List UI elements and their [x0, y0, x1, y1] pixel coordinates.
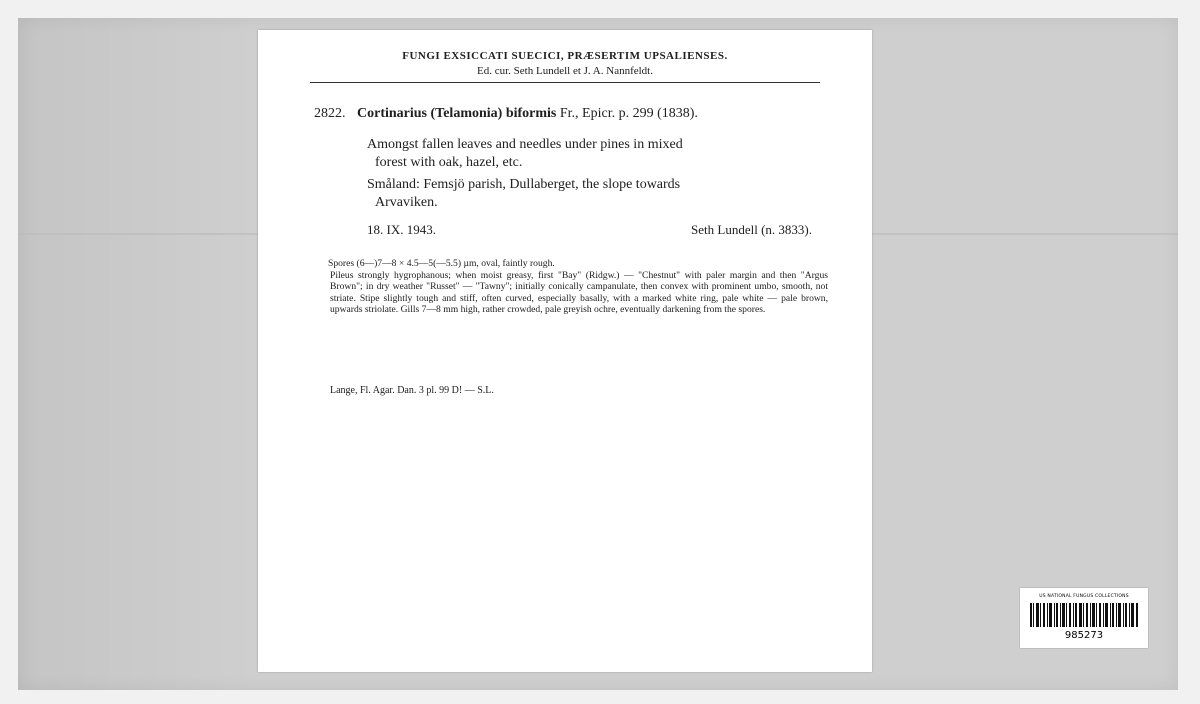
- header-rule: [310, 82, 820, 83]
- taxon-name: Cortinarius (Telamonia) biformis: [357, 106, 557, 121]
- series-title: FUNGI EXSICCATI SUECICI, PRÆSERTIM UPSALIENSES.: [402, 50, 728, 62]
- collector-info: Seth Lundell (n. 3833).: [691, 222, 812, 237]
- barcode-label: [1020, 588, 1148, 648]
- barcode-number: 985273: [1064, 630, 1104, 641]
- barcode-institution: US NATIONAL FUNGUS COLLECTIONS: [1039, 594, 1129, 599]
- locality-text: [367, 176, 827, 212]
- description-notes: [328, 258, 828, 316]
- habitat-line-1: Amongst fallen leaves and needles under pines in mixed: [367, 137, 683, 152]
- editors-line: Ed. cur. Seth Lundell et J. A. Nannfeldt.: [477, 65, 653, 77]
- exsiccata-number: 2822.: [314, 106, 346, 121]
- spore-note: Spores (6—)7—8 × 4.5—5(—5.5) µm, oval, faintly rough.: [328, 258, 555, 269]
- collection-date: 18. IX. 1943.: [367, 222, 436, 237]
- locality-line-2: Arvaviken.: [375, 195, 438, 210]
- taxon-authority: Fr., Epicr. p. 299 (1838).: [559, 106, 698, 121]
- literature-reference: Lange, Fl. Agar. Dan. 3 pl. 99 D! — S.L.: [330, 385, 494, 396]
- locality-line-1: Småland: Femsjö parish, Dullaberget, the slope towards: [367, 177, 681, 192]
- habitat-text: [367, 136, 827, 172]
- habitat-line-2: forest with oak, hazel, etc.: [375, 155, 523, 170]
- folder-shade: [18, 18, 258, 690]
- species-entry: [314, 106, 698, 122]
- pileus-note: Pileus strongly hygrophanous; when moist greasy, first "Bay" (Ridgw.) — "Chestnut" with paler margin and then "Argus Brown"; in dry weather "Russet" — "Tawny"; initially conically campanulate, then convex with prominent umbo, smooth, not striate. Stipe slightly tough and stiff, often curved, especially basally, with a marked white ring, pale white — pale brown, upwards striolate. Gills 7—8 mm high, rather crowded, pale greyish ochre, eventually darkening from the spores.: [330, 269, 828, 316]
- specimen-label: [258, 30, 872, 672]
- barcode-icon: [1030, 603, 1138, 627]
